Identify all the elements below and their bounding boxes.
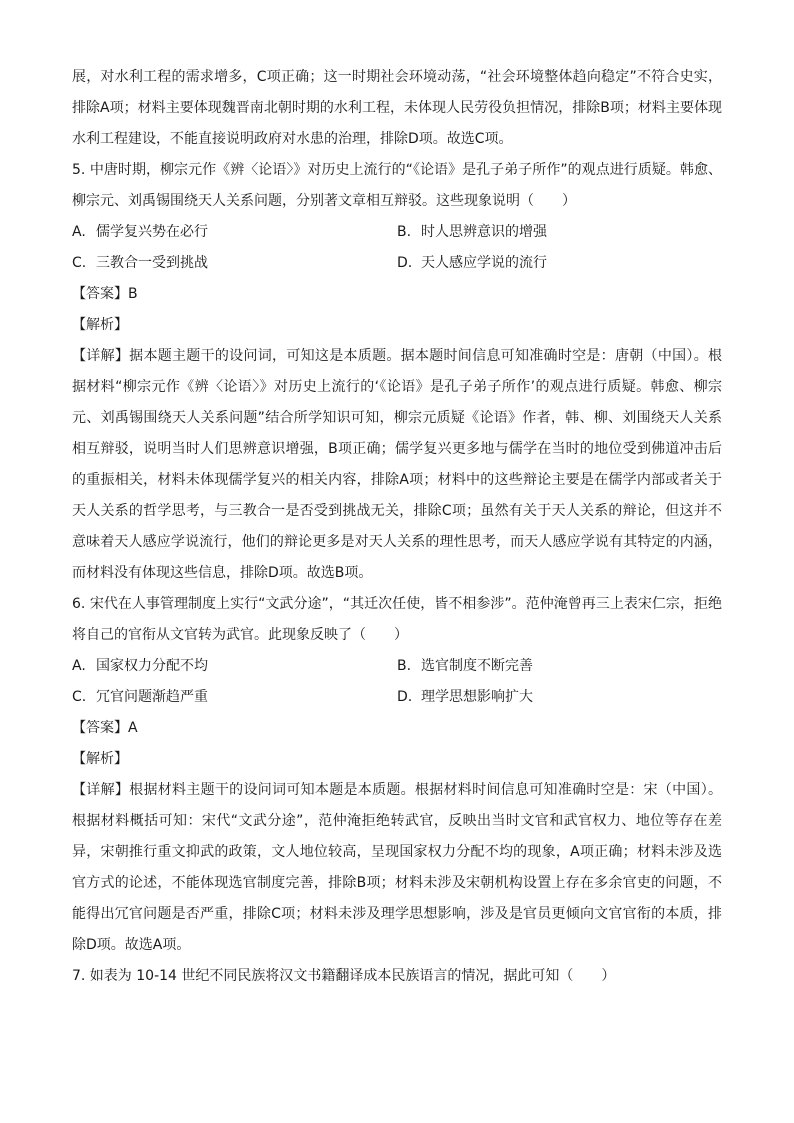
option-letter: B. [397, 224, 412, 240]
intro-paragraph: 展，对水利工程的需求增多，C项正确；这一时期社会环境动荡，“社会环境整体趋向稳定”不符合史实，排除A项；材料主要体现魏晋南北朝时期的水利工程，未体现人民劳役负担情况，排除B项；材料主要体现水利工程建设，不能直接说明政府对水患的治理，排除D项。故选C项。 [72, 69, 722, 147]
option-letter: D. [397, 689, 413, 705]
analysis-label: 【解析】 [72, 751, 128, 767]
option-text: 选官制度不断完善 [421, 658, 533, 674]
option-letter: D. [397, 255, 413, 271]
document-page [72, 62, 722, 992]
option-d [397, 682, 722, 713]
detail-paragraph: 【详解】据本题主题干的设问词，可知这是本质题。据本题时间信息可知准确时空是：唐朝（中国）。根据材料“柳宗元作《辨〈论语〉》对历史上流行的‘《论语》是孔子弟子所作’的观点进行质疑。韩愈、柳宗元、刘禹锡围绕天人关系问题”结合所学知识可知，柳宗元质疑《论语》作者，韩、柳、刘围绕天人关系相互辩驳，说明当时人们思辨意识增强，B项正确；儒学复兴更多地与儒学在当时的地位受到佛道冲击后的重振相关，材料未体现儒学复兴的相关内容，排除A项；材料中的这些辩论主要是在儒学内部或者关于天人关系的哲学思考，与三教合一是否受到挑战无关，排除C项；虽然有关于天人关系的辩论，但这并不意味着天人感应学说流行，他们的辩论更多是对天人关系的理性思考，而天人感应学说有其特定的内涵，而材料没有体现这些信息，排除D项。故选B项。 [72, 348, 722, 581]
question-6-stem: 6. 宋代在人事管理制度上实行“文武分途”，“其迁次任使，皆不相参涉”。范仲淹曾再三上表宋仁宗，拒绝将自己的官衔从文官转为武官。此现象反映了（ ） [72, 596, 722, 643]
option-letter: A. [72, 224, 86, 240]
option-letter: C. [72, 255, 87, 271]
option-letter: B. [397, 658, 412, 674]
option-text: 冗官问题渐趋严重 [96, 689, 208, 705]
option-c [72, 248, 397, 279]
option-text: 天人感应学说的流行 [421, 255, 547, 271]
option-text: 三教合一受到挑战 [96, 255, 208, 271]
option-c [72, 682, 397, 713]
option-letter: A. [72, 658, 86, 674]
option-b [397, 651, 722, 682]
analysis-label: 【解析】 [72, 317, 128, 333]
answer-label: 【答案】A [72, 720, 138, 736]
option-text: 儒学复兴势在必行 [96, 224, 208, 240]
question-5-stem: 5. 中唐时期，柳宗元作《辨〈论语〉》对历史上流行的“《论语》是孔子弟子所作”的观点进行质疑。韩愈、柳宗元、刘禹锡围绕天人关系问题，分别著文章相互辩驳。这些现象说明（ ） [72, 162, 722, 209]
option-text: 时人思辨意识的增强 [421, 224, 547, 240]
option-d [397, 248, 722, 279]
answer-label: 【答案】B [72, 286, 138, 302]
option-letter: C. [72, 689, 87, 705]
question-7-stem: 7. 如表为 10-14 世纪不同民族将汉文书籍翻译成本民族语言的情况，据此可知（ ） [72, 968, 616, 984]
option-a [72, 651, 397, 682]
option-a [72, 217, 397, 248]
detail-paragraph: 【详解】根据材料主题干的设问词可知本题是本质题。根据材料时间信息可知准确时空是：宋（中国）。根据材料概括可知：宋代“文武分途”，范仲淹拒绝转武官，反映出当时文官和武官权力、地位等存在差异，宋朝推行重文抑武的政策，文人地位较高，呈现国家权力分配不均的现象，A项正确；材料未涉及选官方式的论述，不能体现选官制度完善，排除B项；材料未涉及宋朝机构设置上存在多余官吏的问题，不能得出冗官问题是否严重，排除C项；材料未涉及理学思想影响，涉及是官员更倾向文官官衔的本质，排除D项。故选A项。 [72, 782, 722, 953]
option-text: 国家权力分配不均 [96, 658, 208, 674]
question-6-options [72, 651, 722, 713]
option-b [397, 217, 722, 248]
question-5-options [72, 217, 722, 279]
option-text: 理学思想影响扩大 [421, 689, 533, 705]
